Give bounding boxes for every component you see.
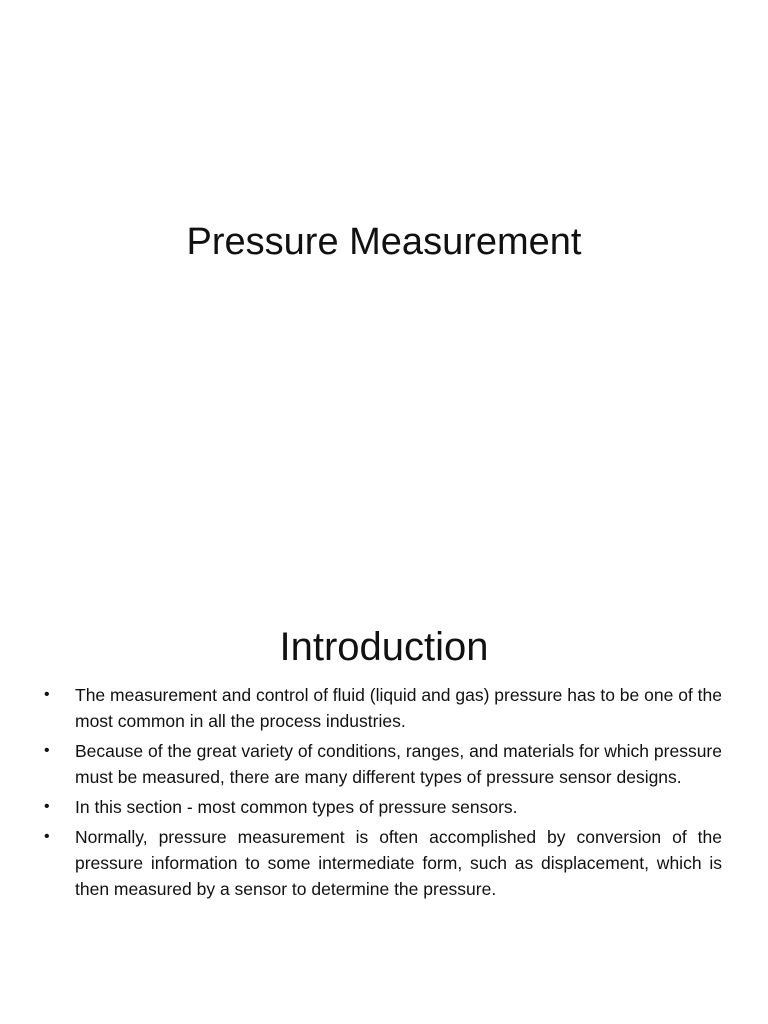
bullet-text: The measurement and control of fluid (liquid and gas) pressure has to be one of the most common in all the process industries.: [75, 685, 722, 731]
bullet-item: [42, 738, 722, 790]
bullet-point-icon: •: [44, 798, 50, 815]
slide-title: Pressure Measurement: [186, 221, 582, 263]
bullet-text: Normally, pressure measurement is often accomplished by conversion of the pressure information to some intermediate form, such as displacement, which is then measured by a sensor to determine the pressure.: [75, 827, 722, 899]
bullet-item: [42, 794, 722, 820]
bullet-list: [42, 682, 722, 906]
bullet-point-icon: •: [44, 828, 50, 845]
bullet-text: Because of the great variety of conditions, ranges, and materials for which pressure must be measured, there are many different types of pressure sensor designs.: [75, 741, 722, 787]
bullet-item: [42, 824, 722, 902]
bullet-point-icon: •: [44, 742, 50, 759]
bullet-text: In this section - most common types of pressure sensors.: [75, 797, 518, 817]
slide-heading: Introduction: [279, 625, 489, 669]
bullet-item: [42, 682, 722, 734]
introduction-slide: [0, 600, 768, 1024]
bullet-point-icon: •: [44, 686, 50, 703]
